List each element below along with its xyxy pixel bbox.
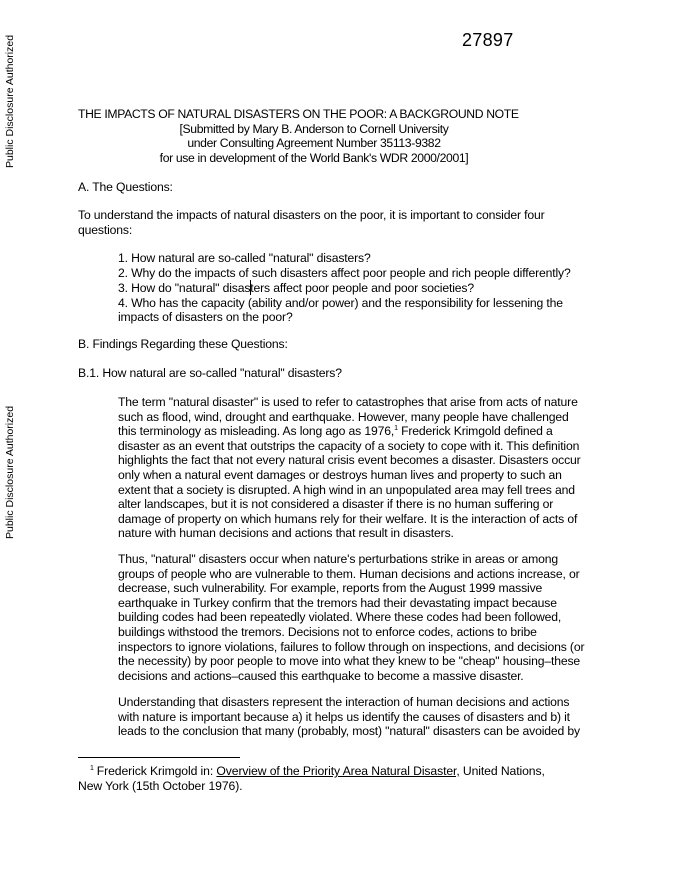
text-before-ref: this terminology as misleading. As long ago as 1976, [118,424,395,439]
text-line: extent that a society is disrupted. A high wind in an unpopulated area may fell trees and [118,482,575,497]
footnote-line: New York (15th October 1976). [78,779,243,793]
document-number: 27897 [462,30,514,50]
section-a-intro [78,208,545,237]
section-b-heading: B. Findings Regarding these Questions: [78,337,288,351]
text-line: groups of people who are vulnerable to them. Human decisions and actions increase, or [118,566,580,581]
paragraph-1 [118,395,581,541]
footnote-reference[interactable]: 1 [394,425,398,433]
question-item-continued: impacts of disasters on the poor? [118,310,293,325]
text-line: questions: [78,222,133,237]
question-text-before-caret: 3. How do "natural" disas [118,281,251,296]
footnote-publisher: United Nations, [459,764,545,778]
document-title: THE IMPACTS OF NATURAL DISASTERS ON THE POOR: A BACKGROUND NOTE [78,107,519,121]
question-item: 2. Why do the impacts of such disasters affect poor people and rich people differently? [118,265,571,280]
footnote-author: Frederick Krimgold in: [96,764,217,778]
text-line: nature with human decisions and actions that result in disasters. [118,526,454,541]
margin-stamp-middle: Public Disclosure Authorized [4,405,16,539]
text-line: with nature is important because a) it helps us identify the causes of disasters and b) it [118,709,570,724]
footnote-line [78,764,618,779]
section-a-heading: A. The Questions: [78,180,173,194]
paragraph-3 [118,695,580,739]
paragraph-2 [118,552,584,683]
title-subline: under Consulting Agreement Number 35113-9382 [187,136,441,151]
text-line: The term "natural disaster" is used to refer to catastrophes that arise from acts of nature [118,395,578,409]
title-block [78,107,550,165]
question-text-after-caret: ters affect poor people and poor societies? [250,281,474,296]
text-after-ref: Frederick Krimgold defined a [397,424,553,439]
text-line: inspectors to ignore violations, failures to follow through on inspections, and decisions (or [118,639,585,654]
title-subline: for use in development of the World Bank's WDR 2000/2001] [159,150,469,165]
text-line: decrease, such vulnerability. For example, reports from the August 1999 massive [118,581,543,596]
title-subline: [Submitted by Mary B. Anderson to Cornell University [179,121,449,136]
text-line: such as flood, wind, drought and earthquake. However, many people have challenged [118,409,569,424]
text-line: disaster as an event that outstrips the capacity of a society to cope with it. This definition [118,438,580,453]
subsection-b1-heading: B.1. How natural are so-called "natural" disasters? [78,366,342,380]
footnote-separator [78,757,240,758]
text-line: To understand the impacts of natural disasters on the poor, it is important to consider four [78,208,545,222]
text-line: only when a natural event damages or destroys human lives and property to such an [118,467,562,482]
question-item: 4. Who has the capacity (ability and/or power) and the responsibility for lessening the [118,295,563,310]
text-line: decisions and actions–caused this earthquake to become a massive disaster. [118,668,524,683]
margin-stamp-top: Public Disclosure Authorized [4,34,16,168]
text-line: buildings withstood the tremors. Decisions not to enforce codes, actions to bribe [118,624,537,639]
text-line: Thus, "natural" disasters occur when nature's perturbations strike in areas or among [118,552,559,566]
question-item [118,280,571,296]
text-line: building codes had been repeatedly violated. Where these codes had been followed, [118,610,562,625]
text-line: the necessity) by poor people to move into what they knew to be "cheap" housing–these [118,654,581,669]
questions-list [118,251,571,325]
text-line: damage of property on which humans rely for their welfare. It is the interaction of acts of [118,511,578,526]
footnote-work-title: Overview of the Priority Area Natural Disaster, [216,764,460,778]
text-line: Understanding that disasters represent the interaction of human decisions and actions [118,695,570,709]
text-line [118,424,581,439]
text-line: alter landscapes, but it is not considered a disaster if there is no human suffering or [118,497,554,512]
footnote-marker: 1 [90,765,94,772]
text-line: highlights the fact that not every natural crisis event becomes a disaster. Disasters occur [118,453,581,468]
text-line: leads to the conclusion that many (probably, most) "natural" disasters can be avoided by [118,724,580,739]
footnote [78,764,618,794]
question-item: 1. How natural are so-called "natural" disasters? [118,251,371,265]
text-line: earthquake in Turkey confirm that the tremors had their devastating impact because [118,595,557,610]
